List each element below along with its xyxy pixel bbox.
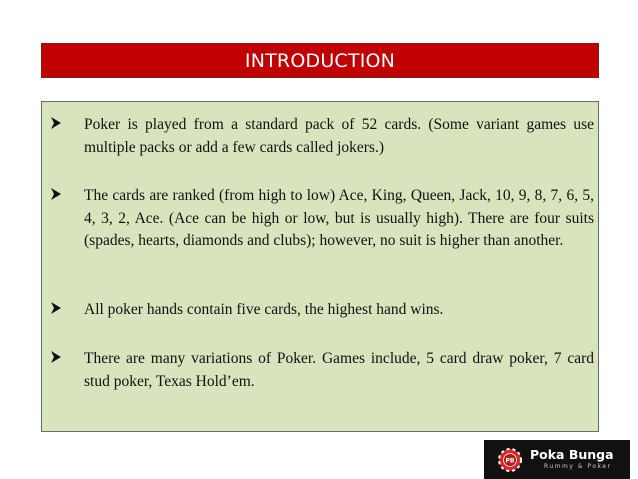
- poka-bunga-logo: [484, 440, 630, 479]
- slide-title: INTRODUCTION: [244, 49, 396, 72]
- chip-text: PB: [505, 456, 515, 464]
- arrowhead-bullet-icon: [49, 350, 63, 364]
- bullet-text: The cards are ranked (from high to low) Ace, King, Queen, Jack, 10, 9, 8, 7, 6, 5, 4, 3, 2, Ace. (Ace can be high or low, but is usually high). There are four suits (spades, hearts, diamonds and clubs); however, no suit is higher than another.: [84, 187, 594, 249]
- logo-name: Poka Bunga: [530, 447, 614, 462]
- logo-tagline: Rummy & Poker: [544, 463, 612, 470]
- poker-chip-icon: [498, 448, 522, 472]
- content-box: [41, 101, 599, 432]
- arrowhead-bullet-icon: [49, 187, 63, 201]
- bullet-text: There are many variations of Poker. Games include, 5 card draw poker, 7 card stud poker, Texas Hold’em.: [84, 350, 594, 390]
- bullet-text: Poker is played from a standard pack of 52 cards. (Some variant games use multiple packs or add a few cards called jokers.): [84, 116, 594, 156]
- title-bar: [41, 43, 599, 78]
- arrowhead-bullet-icon: [49, 116, 63, 130]
- bullet-text: All poker hands contain five cards, the highest hand wins.: [84, 301, 444, 318]
- arrowhead-bullet-icon: [49, 301, 63, 315]
